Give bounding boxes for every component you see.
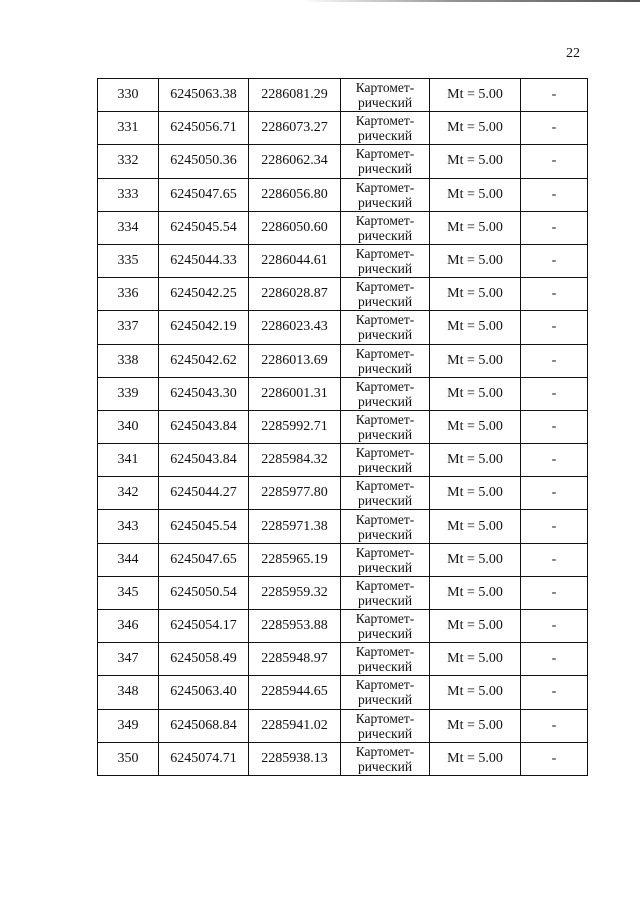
x-coordinate-cell: 6245045.54 — [159, 211, 249, 244]
accuracy-cell: Mt = 5.00 — [430, 676, 521, 709]
method-line-1: Картомет- — [355, 577, 415, 593]
method-cell — [341, 410, 430, 443]
method-line-1: Картомет- — [355, 743, 415, 759]
note-cell: - — [521, 178, 588, 211]
method-line-1: Картомет- — [355, 710, 415, 726]
method-line-2: рический — [357, 426, 413, 442]
method-cell — [341, 709, 430, 742]
method-line-1: Картомет- — [355, 677, 415, 693]
point-number-cell: 336 — [98, 278, 159, 311]
point-number-cell: 345 — [98, 576, 159, 609]
table-row — [98, 444, 588, 477]
y-coordinate-cell: 2285941.02 — [249, 709, 341, 742]
method-line-2: рический — [357, 95, 413, 111]
accuracy-cell: Mt = 5.00 — [430, 244, 521, 277]
x-coordinate-cell: 6245058.49 — [159, 643, 249, 676]
x-coordinate-cell: 6245056.71 — [159, 112, 249, 145]
y-coordinate-cell: 2285984.32 — [249, 444, 341, 477]
note-cell: - — [521, 244, 588, 277]
note-cell: - — [521, 510, 588, 543]
point-number-cell: 341 — [98, 444, 159, 477]
point-number-cell: 342 — [98, 477, 159, 510]
method-line-2: рический — [357, 161, 413, 177]
y-coordinate-cell: 2285971.38 — [249, 510, 341, 543]
point-number-cell: 339 — [98, 377, 159, 410]
note-cell: - — [521, 709, 588, 742]
point-number-cell: 330 — [98, 79, 159, 112]
y-coordinate-cell: 2285965.19 — [249, 543, 341, 576]
table-row — [98, 410, 588, 443]
point-number-cell: 331 — [98, 112, 159, 145]
x-coordinate-cell: 6245042.25 — [159, 278, 249, 311]
table-row — [98, 610, 588, 643]
y-coordinate-cell: 2285938.13 — [249, 742, 341, 775]
method-line-1: Картомет- — [355, 345, 415, 361]
note-cell: - — [521, 278, 588, 311]
y-coordinate-cell: 2285992.71 — [249, 410, 341, 443]
note-cell: - — [521, 477, 588, 510]
y-coordinate-cell: 2286073.27 — [249, 112, 341, 145]
method-line-2: рический — [357, 692, 413, 708]
accuracy-cell: Mt = 5.00 — [430, 610, 521, 643]
method-line-2: рический — [357, 725, 413, 741]
y-coordinate-cell: 2286028.87 — [249, 278, 341, 311]
method-line-1: Картомет- — [355, 544, 415, 560]
note-cell: - — [521, 610, 588, 643]
accuracy-cell: Mt = 5.00 — [430, 643, 521, 676]
accuracy-cell: Mt = 5.00 — [430, 278, 521, 311]
y-coordinate-cell: 2286001.31 — [249, 377, 341, 410]
method-cell — [341, 543, 430, 576]
table-body — [98, 79, 588, 776]
y-coordinate-cell: 2286023.43 — [249, 311, 341, 344]
accuracy-cell: Mt = 5.00 — [430, 79, 521, 112]
y-coordinate-cell: 2285977.80 — [249, 477, 341, 510]
accuracy-cell: Mt = 5.00 — [430, 477, 521, 510]
point-number-cell: 344 — [98, 543, 159, 576]
page-number: 22 — [566, 46, 580, 61]
note-cell: - — [521, 410, 588, 443]
x-coordinate-cell: 6245047.65 — [159, 178, 249, 211]
note-cell: - — [521, 311, 588, 344]
method-line-1: Картомет- — [355, 80, 415, 96]
y-coordinate-cell: 2286062.34 — [249, 145, 341, 178]
method-line-2: рический — [357, 327, 413, 343]
accuracy-cell: Mt = 5.00 — [430, 145, 521, 178]
table-row — [98, 145, 588, 178]
method-line-1: Картомет- — [355, 279, 415, 295]
accuracy-cell: Mt = 5.00 — [430, 510, 521, 543]
point-number-cell: 347 — [98, 643, 159, 676]
method-line-2: рический — [357, 526, 413, 542]
table-row — [98, 311, 588, 344]
point-number-cell: 350 — [98, 742, 159, 775]
accuracy-cell: Mt = 5.00 — [430, 576, 521, 609]
point-number-cell: 332 — [98, 145, 159, 178]
accuracy-cell: Mt = 5.00 — [430, 709, 521, 742]
table-row — [98, 278, 588, 311]
method-cell — [341, 178, 430, 211]
y-coordinate-cell: 2286013.69 — [249, 344, 341, 377]
method-line-1: Картомет- — [355, 146, 415, 162]
point-number-cell: 337 — [98, 311, 159, 344]
note-cell: - — [521, 79, 588, 112]
point-number-cell: 338 — [98, 344, 159, 377]
method-cell — [341, 477, 430, 510]
x-coordinate-cell: 6245043.84 — [159, 444, 249, 477]
note-cell: - — [521, 377, 588, 410]
method-line-1: Картомет- — [355, 411, 415, 427]
accuracy-cell: Mt = 5.00 — [430, 742, 521, 775]
note-cell: - — [521, 576, 588, 609]
table-row — [98, 244, 588, 277]
method-cell — [341, 244, 430, 277]
x-coordinate-cell: 6245050.36 — [159, 145, 249, 178]
method-line-1: Картомет- — [355, 511, 415, 527]
method-line-2: рический — [357, 261, 413, 277]
method-cell — [341, 112, 430, 145]
coordinates-table — [97, 78, 588, 776]
table-row — [98, 709, 588, 742]
method-cell — [341, 643, 430, 676]
point-number-cell: 349 — [98, 709, 159, 742]
x-coordinate-cell: 6245043.84 — [159, 410, 249, 443]
y-coordinate-cell: 2286050.60 — [249, 211, 341, 244]
note-cell: - — [521, 344, 588, 377]
x-coordinate-cell: 6245068.84 — [159, 709, 249, 742]
y-coordinate-cell: 2286081.29 — [249, 79, 341, 112]
point-number-cell: 346 — [98, 610, 159, 643]
method-line-2: рический — [357, 493, 413, 509]
table-row — [98, 477, 588, 510]
method-line-1: Картомет- — [355, 478, 415, 494]
method-cell — [341, 311, 430, 344]
x-coordinate-cell: 6245044.33 — [159, 244, 249, 277]
note-cell: - — [521, 211, 588, 244]
x-coordinate-cell: 6245054.17 — [159, 610, 249, 643]
y-coordinate-cell: 2286056.80 — [249, 178, 341, 211]
method-cell — [341, 377, 430, 410]
accuracy-cell: Mt = 5.00 — [430, 344, 521, 377]
y-coordinate-cell: 2285953.88 — [249, 610, 341, 643]
method-cell — [341, 676, 430, 709]
point-number-cell: 333 — [98, 178, 159, 211]
x-coordinate-cell: 6245044.27 — [159, 477, 249, 510]
note-cell: - — [521, 676, 588, 709]
method-line-2: рический — [357, 360, 413, 376]
method-line-2: рический — [357, 393, 413, 409]
method-line-1: Картомет- — [355, 212, 415, 228]
table-row — [98, 178, 588, 211]
method-line-2: рический — [357, 294, 413, 310]
method-line-1: Картомет- — [355, 246, 415, 262]
method-cell — [341, 510, 430, 543]
table-row — [98, 643, 588, 676]
note-cell: - — [521, 145, 588, 178]
method-cell — [341, 742, 430, 775]
method-cell — [341, 278, 430, 311]
table-row — [98, 576, 588, 609]
method-line-2: рический — [357, 227, 413, 243]
note-cell: - — [521, 742, 588, 775]
note-cell: - — [521, 444, 588, 477]
method-line-1: Картомет- — [355, 312, 415, 328]
method-cell — [341, 444, 430, 477]
x-coordinate-cell: 6245045.54 — [159, 510, 249, 543]
method-line-1: Картомет- — [355, 644, 415, 660]
note-cell: - — [521, 543, 588, 576]
accuracy-cell: Mt = 5.00 — [430, 112, 521, 145]
x-coordinate-cell: 6245043.30 — [159, 377, 249, 410]
point-number-cell: 348 — [98, 676, 159, 709]
note-cell: - — [521, 643, 588, 676]
method-line-1: Картомет- — [355, 179, 415, 195]
method-line-2: рический — [357, 592, 413, 608]
x-coordinate-cell: 6245042.62 — [159, 344, 249, 377]
y-coordinate-cell: 2286044.61 — [249, 244, 341, 277]
y-coordinate-cell: 2285948.97 — [249, 643, 341, 676]
accuracy-cell: Mt = 5.00 — [430, 444, 521, 477]
x-coordinate-cell: 6245050.54 — [159, 576, 249, 609]
method-cell — [341, 79, 430, 112]
method-line-2: рический — [357, 758, 413, 774]
scan-edge-artifact — [300, 0, 640, 2]
table-row — [98, 211, 588, 244]
y-coordinate-cell: 2285959.32 — [249, 576, 341, 609]
method-line-1: Картомет- — [355, 113, 415, 129]
method-cell — [341, 610, 430, 643]
accuracy-cell: Mt = 5.00 — [430, 543, 521, 576]
accuracy-cell: Mt = 5.00 — [430, 377, 521, 410]
method-line-1: Картомет- — [355, 445, 415, 461]
method-line-2: рический — [357, 659, 413, 675]
method-line-2: рический — [357, 559, 413, 575]
x-coordinate-cell: 6245074.71 — [159, 742, 249, 775]
accuracy-cell: Mt = 5.00 — [430, 410, 521, 443]
method-line-2: рический — [357, 194, 413, 210]
x-coordinate-cell: 6245042.19 — [159, 311, 249, 344]
table-row — [98, 112, 588, 145]
y-coordinate-cell: 2285944.65 — [249, 676, 341, 709]
table-row — [98, 742, 588, 775]
table-row — [98, 79, 588, 112]
method-line-2: рический — [357, 460, 413, 476]
method-line-1: Картомет- — [355, 611, 415, 627]
accuracy-cell: Mt = 5.00 — [430, 311, 521, 344]
point-number-cell: 335 — [98, 244, 159, 277]
note-cell: - — [521, 112, 588, 145]
point-number-cell: 340 — [98, 410, 159, 443]
method-cell — [341, 211, 430, 244]
table-row — [98, 543, 588, 576]
point-number-cell: 334 — [98, 211, 159, 244]
table-row — [98, 676, 588, 709]
accuracy-cell: Mt = 5.00 — [430, 211, 521, 244]
x-coordinate-cell: 6245047.65 — [159, 543, 249, 576]
point-number-cell: 343 — [98, 510, 159, 543]
accuracy-cell: Mt = 5.00 — [430, 178, 521, 211]
table-row — [98, 510, 588, 543]
table-row — [98, 344, 588, 377]
method-cell — [341, 145, 430, 178]
method-line-2: рический — [357, 626, 413, 642]
x-coordinate-cell: 6245063.40 — [159, 676, 249, 709]
x-coordinate-cell: 6245063.38 — [159, 79, 249, 112]
method-line-2: рический — [357, 128, 413, 144]
table-row — [98, 377, 588, 410]
method-cell — [341, 344, 430, 377]
method-cell — [341, 576, 430, 609]
method-line-1: Картомет- — [355, 378, 415, 394]
